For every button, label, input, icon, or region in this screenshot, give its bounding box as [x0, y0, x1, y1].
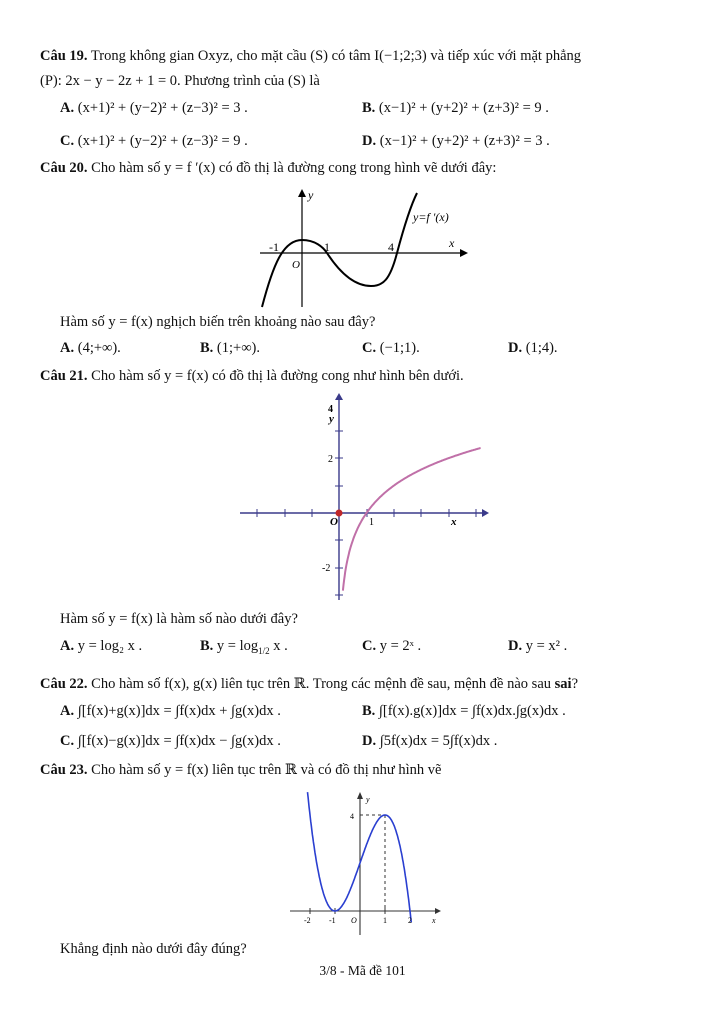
q23-tick-2: 2 — [408, 916, 412, 925]
q21-prompt: Hàm số y = f(x) là hàm số nào dưới đây? — [60, 611, 298, 627]
q23-y-arrow — [357, 792, 363, 799]
q23-curve — [308, 792, 412, 922]
q19-option-d[interactable]: D. (x−1)² + (y+2)² + (z+3)² = 3 . — [362, 133, 550, 149]
q21-tick-2: 2 — [328, 454, 333, 465]
q20-x-arrow — [460, 249, 468, 257]
q22-line1: Câu 22. Cho hàm số f(x), g(x) liên tục trên ℝ. Trong các mệnh đề sau, mệnh đề nào sau sai? — [40, 676, 578, 692]
q20-tick-1: 1 — [324, 240, 330, 254]
q21-option-b[interactable]: B. $y = \log_{1/2} x$ . — [200, 638, 288, 656]
q20-tick-4: 4 — [388, 240, 394, 254]
q20-y-label: y — [308, 188, 314, 202]
q19-option-a[interactable]: A. (x+1)² + (y−2)² + (z−3)² = 3 . — [60, 100, 248, 116]
q20-line1: Câu 20. Cho hàm số y = f ′(x) có đồ thị là đường cong trong hình vẽ dưới đây: — [40, 160, 497, 176]
q23-tick-4: 4 — [350, 812, 354, 821]
q23-origin: O — [351, 916, 357, 925]
q21-option-a[interactable]: A. y = log₂ x . — [60, 638, 143, 654]
q21-line1: Câu 21. Cho hàm số y = f(x) có đồ thị là đường cong như hình bên dưới. — [40, 368, 464, 384]
q23-line1: Câu 23. Cho hàm số y = f(x) liên tục trên ℝ và có đồ thị như hình vẽ — [40, 762, 442, 778]
q20-tick-m1: -1 — [269, 240, 279, 254]
q20-prompt: Hàm số y = f(x) nghịch biến trên khoảng nào sau đây? — [60, 314, 376, 330]
q23-tick-1: 1 — [383, 916, 387, 925]
q19-option-b[interactable]: B. (x−1)² + (y+2)² + (z+3)² = 9 . — [362, 100, 549, 116]
q21-curve — [343, 448, 481, 591]
q23-tick-m1: -1 — [329, 916, 336, 925]
q19-label: Câu 19. — [40, 48, 88, 64]
q21-option-c[interactable]: C. y = 2ˣ . — [362, 638, 422, 654]
q20-option-c[interactable]: C. (−1;1). — [362, 340, 420, 356]
q21-y-arrow — [335, 393, 343, 400]
q21-tick-m2: -2 — [322, 563, 331, 574]
q21-tick-4: 4 — [328, 404, 333, 415]
q20-curve-label: y=f ′(x) — [413, 210, 449, 224]
q22-option-c[interactable]: C. ∫[f(x)−g(x)]dx = ∫f(x)dx − ∫g(x)dx . — [60, 733, 281, 749]
page-footer: 3/8 - Mã đề 101 — [319, 963, 406, 978]
q20-option-b[interactable]: B. (1;+∞). — [200, 340, 260, 356]
q20-y-arrow — [298, 189, 306, 197]
q23-x-arrow — [435, 908, 441, 914]
q20-graph — [255, 185, 470, 310]
q23-x-label: x — [432, 916, 436, 925]
q23-y-label: y — [366, 795, 370, 804]
q23-tick-m2: -2 — [304, 916, 311, 925]
q19-option-c[interactable]: C. (x+1)² + (y−2)² + (z−3)² = 9 . — [60, 133, 248, 149]
q20-origin: O — [292, 259, 300, 271]
q22-option-a[interactable]: A. ∫[f(x)+g(x)]dx = ∫f(x)dx + ∫g(x)dx . — [60, 703, 281, 719]
q21-y-label: y — [329, 413, 334, 425]
q21-origin: O — [330, 516, 338, 528]
q21-x-arrow — [482, 509, 489, 517]
q23-prompt: Khẳng định nào dưới đây đúng? — [60, 941, 247, 957]
q21-option-d[interactable]: D. y = x² . — [508, 638, 568, 654]
q23-graph — [288, 790, 443, 940]
q21-graph — [238, 392, 490, 602]
q22-option-d[interactable]: D. ∫5f(x)dx = 5∫f(x)dx . — [362, 733, 498, 749]
q20-x-label: x — [449, 236, 455, 250]
q19-text: Trong không gian Oxyz, cho mặt cầu (S) có tâm I(−1;2;3) và tiếp xúc với mặt phẳng — [90, 48, 582, 64]
q21-x-label: x — [451, 516, 457, 528]
q21-tick-1: 1 — [369, 517, 374, 528]
q22-option-b[interactable]: B. ∫[f(x).g(x)]dx = ∫f(x)dx.∫g(x)dx . — [362, 703, 566, 719]
q19-line2: (P): 2x − y − 2z + 1 = 0. Phương trình của (S) là — [40, 73, 320, 89]
q20-option-d[interactable]: D. (1;4). — [508, 340, 558, 356]
q20-option-a[interactable]: A. (4;+∞). — [60, 340, 121, 356]
q19-line1 — [40, 48, 581, 65]
